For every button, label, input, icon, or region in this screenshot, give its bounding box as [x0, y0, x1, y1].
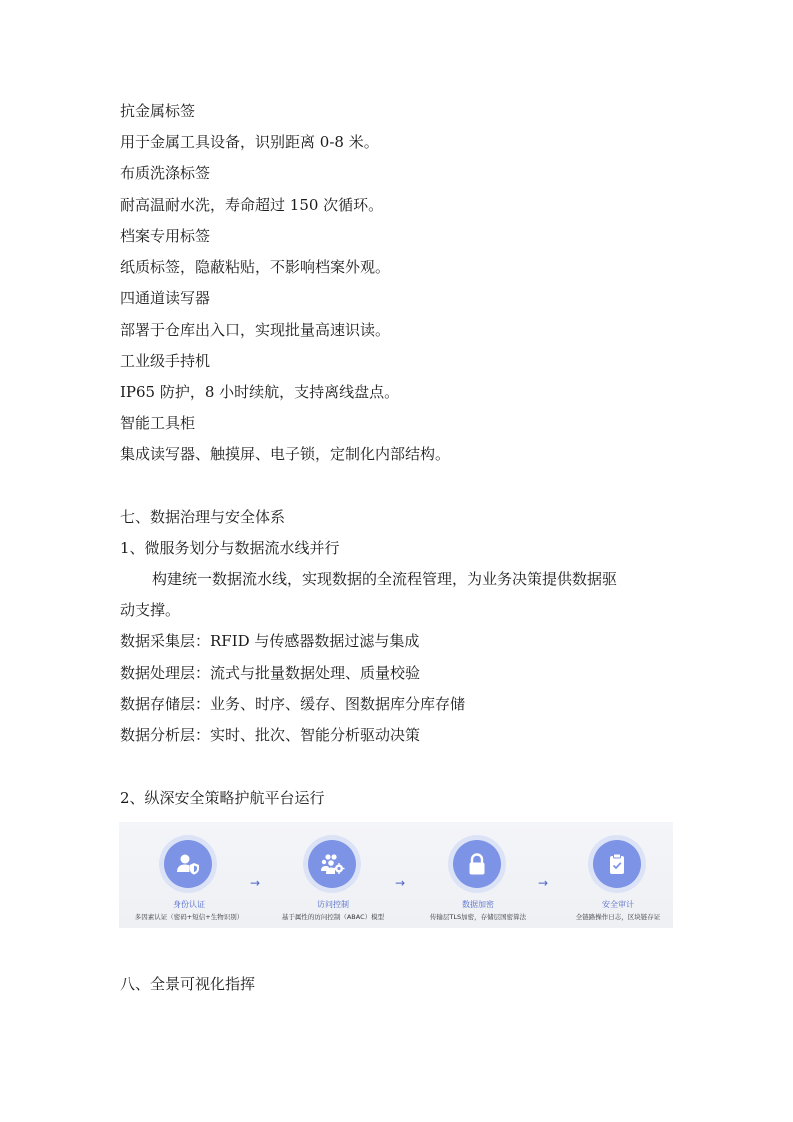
flow-step-description: 传输层TLS加密，存储层国密算法	[429, 913, 527, 921]
product-name-archive-tag: 档案专用标签	[120, 227, 211, 245]
paragraph-line: 动支撑。	[120, 601, 181, 619]
security-flow-figure	[119, 822, 673, 928]
product-desc: 用于金属工具设备，识别距离 0-8 米。	[120, 133, 379, 151]
flow-step-description: 基于属性的访问控制（ABAC）模型	[281, 913, 385, 921]
subsection-1-heading: 1、微服务划分与数据流水线并行	[120, 539, 340, 557]
flow-step-description: 多因素认证（密码+短信+生物识别）	[134, 913, 244, 921]
layer-item: 数据处理层：流式与批量数据处理、质量校验	[120, 664, 421, 682]
arrow-right-icon: →	[538, 876, 549, 890]
user-shield-icon	[164, 840, 212, 888]
product-desc: 纸质标签，隐蔽粘贴，不影响档案外观。	[120, 258, 391, 276]
layer-item: 数据采集层：RFID 与传感器数据过滤与集成	[120, 632, 420, 650]
product-desc: 集成读写器、触摸屏、电子锁，定制化内部结构。	[120, 445, 451, 463]
section-7-heading: 七、数据治理与安全体系	[120, 508, 286, 526]
section-8-heading: 八、全景可视化指挥	[120, 975, 256, 993]
product-name-fabric-tag: 布质洗涤标签	[120, 164, 211, 182]
layer-item: 数据分析层：实时、批次、智能分析驱动决策	[120, 726, 421, 744]
product-name-tool-cabinet: 智能工具柜	[120, 414, 196, 432]
product-name-reader: 四通道读写器	[120, 289, 211, 307]
product-name-handheld: 工业级手持机	[120, 352, 211, 370]
flow-step-access-control	[263, 822, 406, 928]
flow-step-title: 数据加密	[462, 900, 494, 909]
product-name-anti-metal-tag: 抗金属标签	[120, 102, 196, 120]
arrow-right-icon: →	[250, 876, 261, 890]
flow-step-title: 访问控制	[317, 900, 349, 909]
subsection-2-heading: 2、纵深安全策略护航平台运行	[120, 789, 325, 807]
users-gear-icon	[308, 840, 356, 888]
arrow-right-icon: →	[395, 876, 406, 890]
layer-item: 数据存储层：业务、时序、缓存、图数据库分库存储	[120, 695, 466, 713]
flow-step-title: 身份认证	[173, 900, 205, 909]
flow-step-authentication	[119, 822, 259, 928]
product-desc: IP65 防护，8 小时续航，支持离线盘点。	[120, 383, 400, 401]
product-desc: 部署于仓库出入口，实现批量高速识读。	[120, 321, 391, 339]
paragraph-line: 构建统一数据流水线，实现数据的全流程管理，为业务决策提供数据驱	[152, 570, 618, 588]
flow-step-description: 全链路操作日志，区块链存证	[575, 913, 661, 921]
product-desc: 耐高温耐水洗，寿命超过 150 次循环。	[120, 196, 384, 214]
flow-step-title: 安全审计	[602, 900, 634, 909]
flow-step-audit	[548, 822, 688, 928]
clipboard-check-icon	[593, 840, 641, 888]
lock-icon	[453, 840, 501, 888]
flow-step-encryption	[408, 822, 548, 928]
